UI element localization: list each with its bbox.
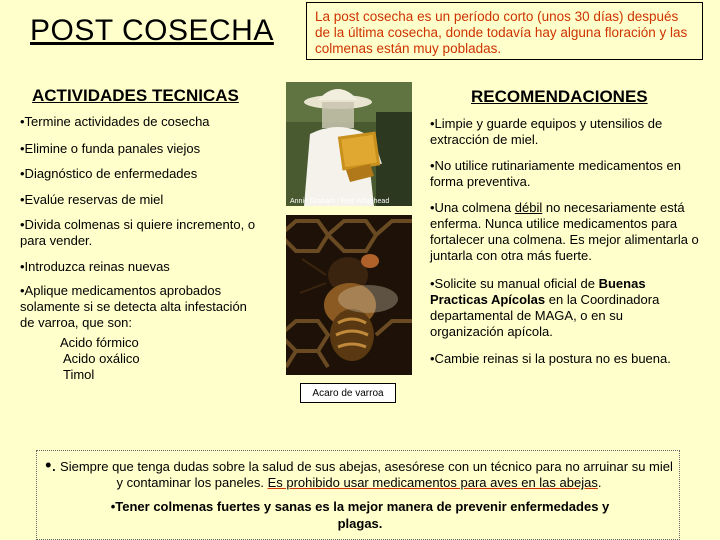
rec-text: •Una colmena [430,200,515,215]
rec-text: en la Coordinadora departamental de MAGA, o en su organización apícola. [430,292,660,339]
medication-list [20,335,140,383]
recommendations-heading: RECOMENDACIONES [471,87,648,106]
rec-bold: Buenas Practicas Apícolas [430,276,646,307]
rec-text: •Solicite su manual oficial de [430,276,599,291]
bullet: •. [45,455,57,475]
recommendation-item: •Limpie y guarde equipos y utensilios de extracción de miel. [430,116,663,147]
activity-item: •Diagnóstico de enfermedades [20,166,198,181]
activity-item: •Introduzca reinas nuevas [20,259,170,274]
recommendation-item: •Cambie reinas si la postura no es buena. [430,351,671,366]
photo-caption: Acaro de varroa [300,383,396,403]
activity-item: •Aplique medicamentos aprobados solamente si se detecta alta infestación de varroa, que son: [20,283,247,330]
rec-text: no necesariamente está enferma. Nunca utilice medicamentos para fortalecer una colmena. Es mejor alimentarla o juntarla con otra más fuerte. [430,200,699,263]
recommendation-item [430,200,704,264]
medication-item: Acido fórmico [60,335,139,350]
rec-underlined: débil [514,200,543,215]
recommendation-item [430,276,698,340]
intro-box: La post cosecha es un período corto (unos 30 días) después de la última cosecha, donde todavía hay alguna floración y las colmenas están muy pobladas. [306,2,703,60]
medication-item: Acido oxálico [63,351,140,366]
page-title: POST COSECHA [30,14,274,47]
photo-credit: Annie Graham / Red Whitehead [290,198,390,205]
activity-item: •Termine actividades de cosecha [20,114,210,129]
medication-item: Timol [63,367,95,382]
activity-item: •Evalúe reservas de miel [20,192,164,207]
beekeeper-photo [286,82,412,206]
closing-statement: •Tener colmenas fuertes y sanas es la mejor manera de prevenir enfermedades y plagas. [110,499,610,531]
advice-end: . [597,475,602,490]
varroa-image [286,215,412,375]
activity-item: •Divida colmenas si quiere incremento, o para vender. [20,217,256,248]
advice-warning: Es prohibido usar medicamentos para aves en las abejas [267,475,598,490]
activities-heading: ACTIVIDADES TECNICAS [32,86,239,105]
activity-item: •Elimine o funda panales viejos [20,141,201,156]
beekeeper-image [286,82,412,206]
advice-text [44,457,674,491]
recommendation-item: •No utilice rutinariamente medicamentos en forma preventiva. [430,158,681,189]
advice-main: Siempre que tenga dudas sobre la salud de sus abejas, asesórese con un técnico para no arruinar su miel y contaminar los paneles. [56,459,673,490]
varroa-photo [286,215,412,375]
